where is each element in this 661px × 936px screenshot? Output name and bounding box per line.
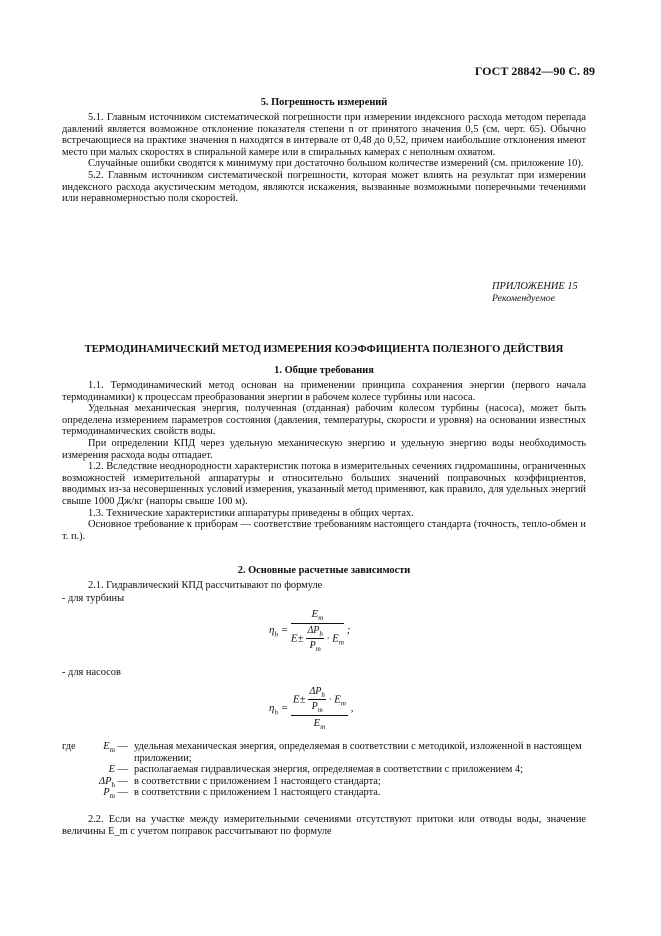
pumps-label: - для насосов (62, 667, 121, 678)
definitions-list (62, 741, 586, 799)
turbine-fraction: $E_m$ E± $\frac{\Delta P_h}{P_m}$ · $E_m$ (290, 608, 344, 654)
section-5-body (62, 112, 586, 205)
page-header: ГОСТ 28842—90 С. 89 (474, 64, 595, 78)
paragraph-2-2-text: 2.2. Если на участке между измерительными сечениями отсутствуют притоки или отводы воды, значение величины E_m с учетом поправок рассчитывают по формуле (62, 814, 586, 837)
appendix-title: ПРИЛОЖЕНИЕ 15 (492, 281, 578, 292)
definition-dph: $\Delta P_h$ — в соответствии с приложением 1 настоящего стандарта; (99, 775, 381, 789)
paragraph-2-2 (62, 814, 586, 837)
pumps-fraction: E± $\frac{\Delta P_h}{P_m}$ · $E_m$ $E_m$ (292, 686, 346, 732)
section-2-title: 2. Основные расчетные зависимости (237, 565, 411, 576)
paragraph-5-2: 5.2. Главным источником систематической погрешности, которая может влиять на результат при измерении индексного расхода акустическим методом, являются искажения, вызванные возможными поперечными течениями или неравномерностью поля скоростей. (62, 169, 586, 205)
paragraph-2-1-text: 2.1. Гидравлический КПД рассчитывают по формуле (88, 580, 323, 591)
paragraph-1-3: 1.3. Технические характеристики аппаратуры приведены в общих чертах. (88, 507, 414, 519)
paragraph-1-3-b: Основное требование к приборам — соответствие требованиям настоящего стандарта (точность, тепло-обмен и т. п.). (62, 519, 586, 542)
paragraph-1-1-b: Удельная механическая энергия, полученная (отданная) рабочим колесом турбины (насоса), может быть определена измерением параметров состояния (давления, температуры, скорости и уровня) на основании известных термодинамических свойств воды. (62, 403, 586, 438)
formula-pumps: $\eta_h$ = E± $\frac{\Delta P_h}{P_m}$ · $E_m$ $E_m$ , (269, 686, 354, 732)
paragraph-1-1-c: При определении КПД через удельную механическую энергию и удельную энергию воды необходимость измерения расхода воды отпадает. (62, 437, 586, 461)
paragraph-1-2: 1.2. Вследствие неоднородности характеристик потока в измерительных сечениях гидромашины, ограниченных возможностей измерительной аппаратуры и относительно больших значений поправочных коэффициентов, вводимых из-за несовершенных условий измерения, указанный метод применяют, как правило, для удельных энергий свыше 1000 Дж/кг (напоры свыше 100 м). (62, 461, 586, 507)
formula-turbine: $\eta_h$ = $E_m$ E± $\frac{\Delta P_h}{P_m}$ · $E_m$ ; (269, 608, 351, 654)
section-5-title: 5. Погрешность измерений (260, 97, 388, 108)
definition-e: E — располагаемая гидравлическая энергия, определяемая в соответствии с приложением 4; (108, 764, 523, 776)
paragraph-2-1 (62, 580, 586, 592)
section-1-body (62, 380, 586, 542)
appendix-subtitle: Рекомендуемое (492, 293, 555, 304)
paragraph-5-1: 5.1. Главным источником систематической погрешности при измерении индексного расхода методом перепада давлений является возможное отклонение показателя степени n от принятого значения 0,5 (см. черт. 65). Обычно встречающиеся на практике значения n находятся в интервале от 0,48 до 0,52, причем наибольшие отклонения имеют место при малых скоростях в спиральной камере или в спиральных камерах с неполным охватом. (62, 112, 586, 158)
eta-symbol: η (269, 624, 275, 637)
paragraph-5-1-note: Случайные ошибки сводятся к минимуму при достаточно большом количестве измерений (см. приложение 10). (88, 158, 584, 170)
turbine-label: - для турбины (62, 593, 125, 604)
definition-em: где $E_m$ — удельная механическая энергия, определяемая в соответствии с методикой, изложенной в настоящем приложении; (62, 741, 582, 764)
main-title: ТЕРМОДИНАМИЧЕСКИЙ МЕТОД ИЗМЕРЕНИЯ КОЭФФИЦИЕНТА ПОЛЕЗНОГО ДЕЙСТВИЯ (84, 344, 564, 355)
section-1-title: 1. Общие требования (274, 365, 374, 376)
definition-pm: $P_m$ — в соответствии с приложением 1 настоящего стандарта. (103, 787, 381, 801)
paragraph-1-1: 1.1. Термодинамический метод основан на применении принципа сохранения энергии (первого начала термодинамики) к процессам преобразования энергии в рабочем колесе турбины или насоса. (62, 380, 586, 403)
